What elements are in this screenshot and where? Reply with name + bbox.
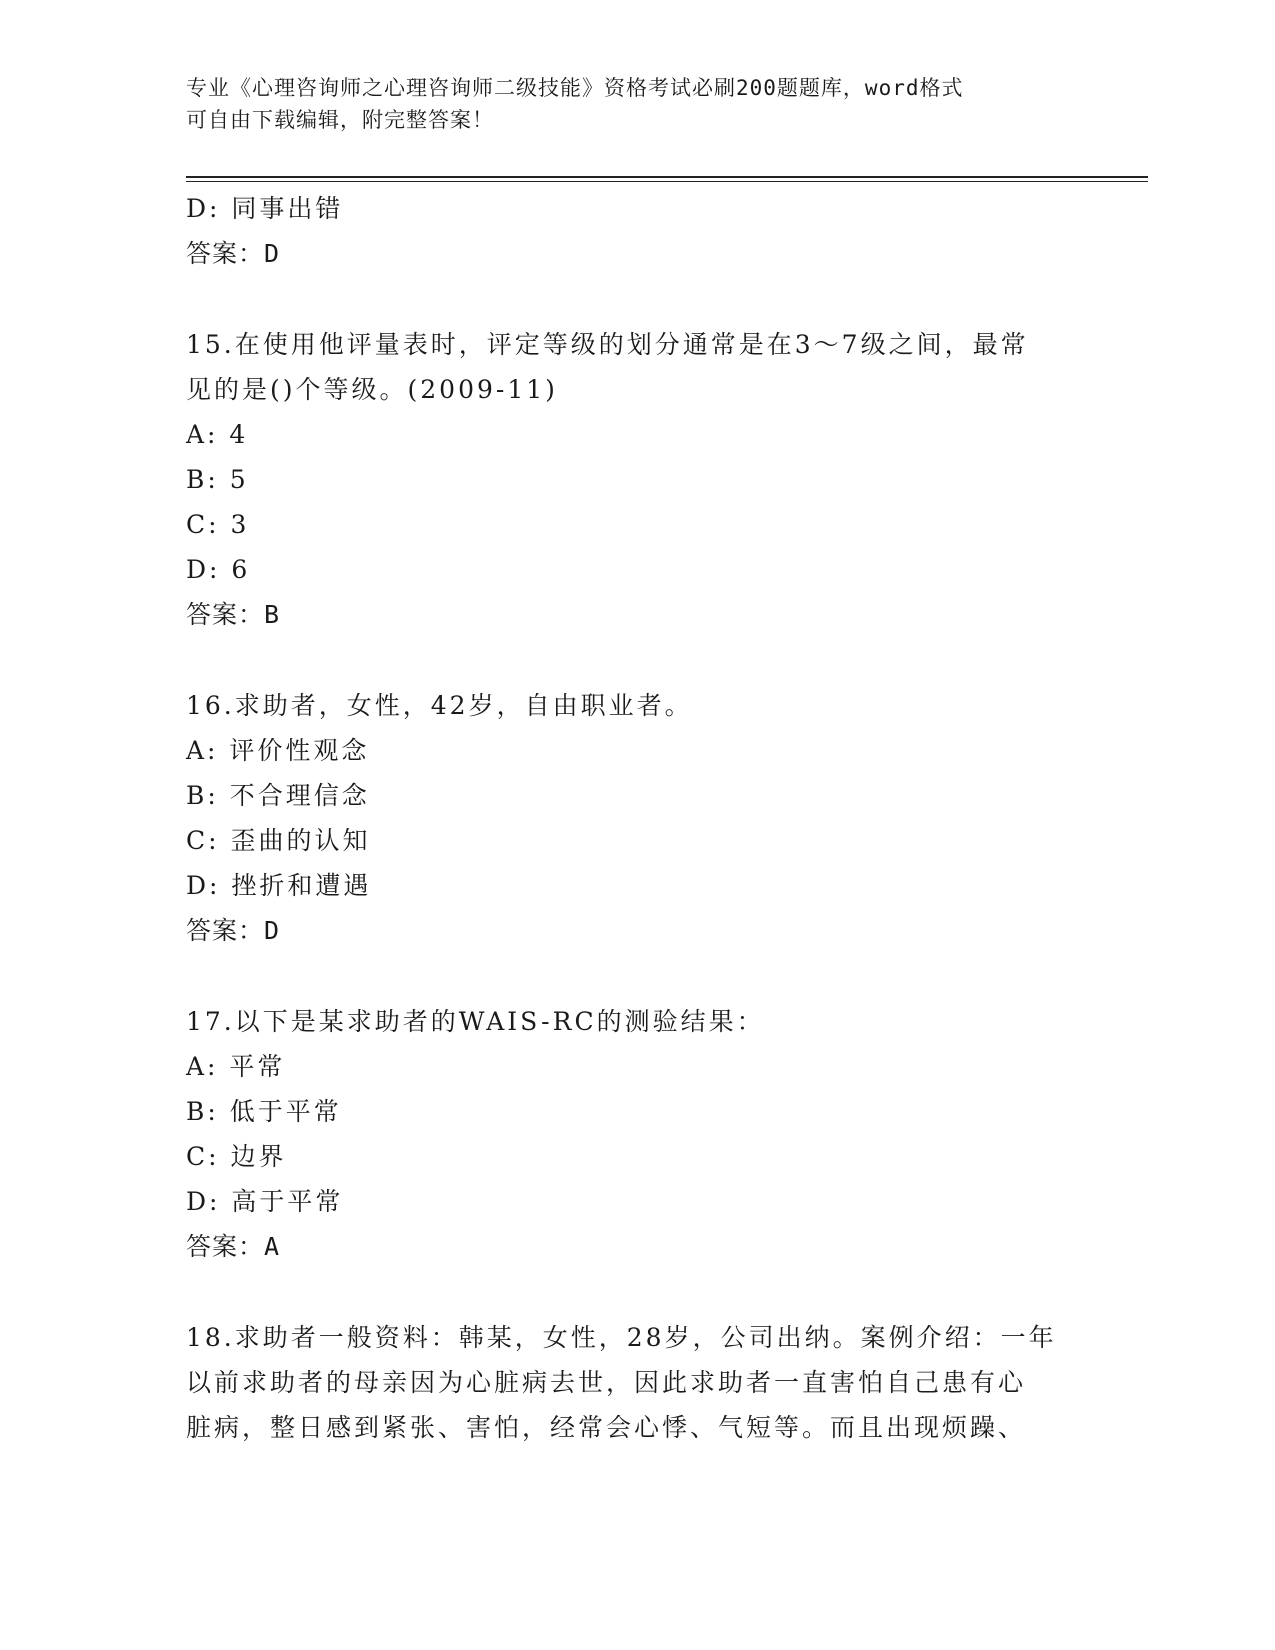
option-d: D: 挫折和遭遇 bbox=[186, 871, 372, 900]
spacer bbox=[186, 1269, 1086, 1315]
spacer bbox=[186, 637, 1086, 683]
option-b: B: 不合理信念 bbox=[186, 781, 370, 810]
answer-line: 答案：A bbox=[186, 1232, 281, 1261]
option-d: D: 同事出错 bbox=[186, 194, 344, 223]
question-text-line: 脏病，整日感到紧张、害怕，经常会心悸、气短等。而且出现烦躁、 bbox=[186, 1413, 1027, 1442]
question-text-line: 18.求助者一般资料：韩某，女性，28岁，公司出纳。案例介绍：一年 bbox=[186, 1323, 1057, 1352]
question-text-line: 16.求助者，女性，42岁，自由职业者。 bbox=[186, 691, 693, 720]
spacer bbox=[186, 953, 1086, 999]
option-c: C: 边界 bbox=[186, 1142, 287, 1171]
page-header bbox=[186, 72, 1066, 136]
header-title-line-2: 可自由下载编辑，附完整答案！ bbox=[186, 108, 494, 132]
option-d: D: 高于平常 bbox=[186, 1187, 344, 1216]
header-divider-thin bbox=[186, 181, 1148, 182]
option-a: A: 平常 bbox=[186, 1052, 286, 1081]
answer-line: 答案：D bbox=[186, 916, 281, 945]
question-text-line: 15.在使用他评量表时，评定等级的划分通常是在3～7级之间，最常 bbox=[186, 330, 1029, 359]
option-a: A: 评价性观念 bbox=[186, 736, 370, 765]
question-list bbox=[186, 186, 1086, 1450]
question-15 bbox=[186, 322, 1086, 637]
question-text-line: 以前求助者的母亲因为心脏病去世，因此求助者一直害怕自己患有心 bbox=[186, 1368, 1027, 1397]
answer-line: 答案：B bbox=[186, 600, 281, 629]
question-14-tail bbox=[186, 186, 1086, 276]
option-a: A: 4 bbox=[186, 420, 249, 449]
question-17 bbox=[186, 999, 1086, 1269]
spacer bbox=[186, 276, 1086, 322]
option-c: C: 歪曲的认知 bbox=[186, 826, 371, 855]
answer-line: 答案：D bbox=[186, 239, 281, 268]
question-text-line: 见的是()个等级。(2009-11) bbox=[186, 375, 558, 404]
option-b: B: 5 bbox=[186, 465, 249, 494]
header-title-line-1: 专业《心理咨询师之心理咨询师二级技能》资格考试必刷200题题库，word格式 bbox=[186, 76, 964, 100]
question-16 bbox=[186, 683, 1086, 953]
header-divider-thick bbox=[186, 176, 1148, 178]
option-d: D: 6 bbox=[186, 555, 251, 584]
question-text-line: 17.以下是某求助者的WAIS-RC的测验结果： bbox=[186, 1007, 765, 1036]
option-c: C: 3 bbox=[186, 510, 250, 539]
option-b: B: 低于平常 bbox=[186, 1097, 342, 1126]
question-18 bbox=[186, 1315, 1086, 1450]
